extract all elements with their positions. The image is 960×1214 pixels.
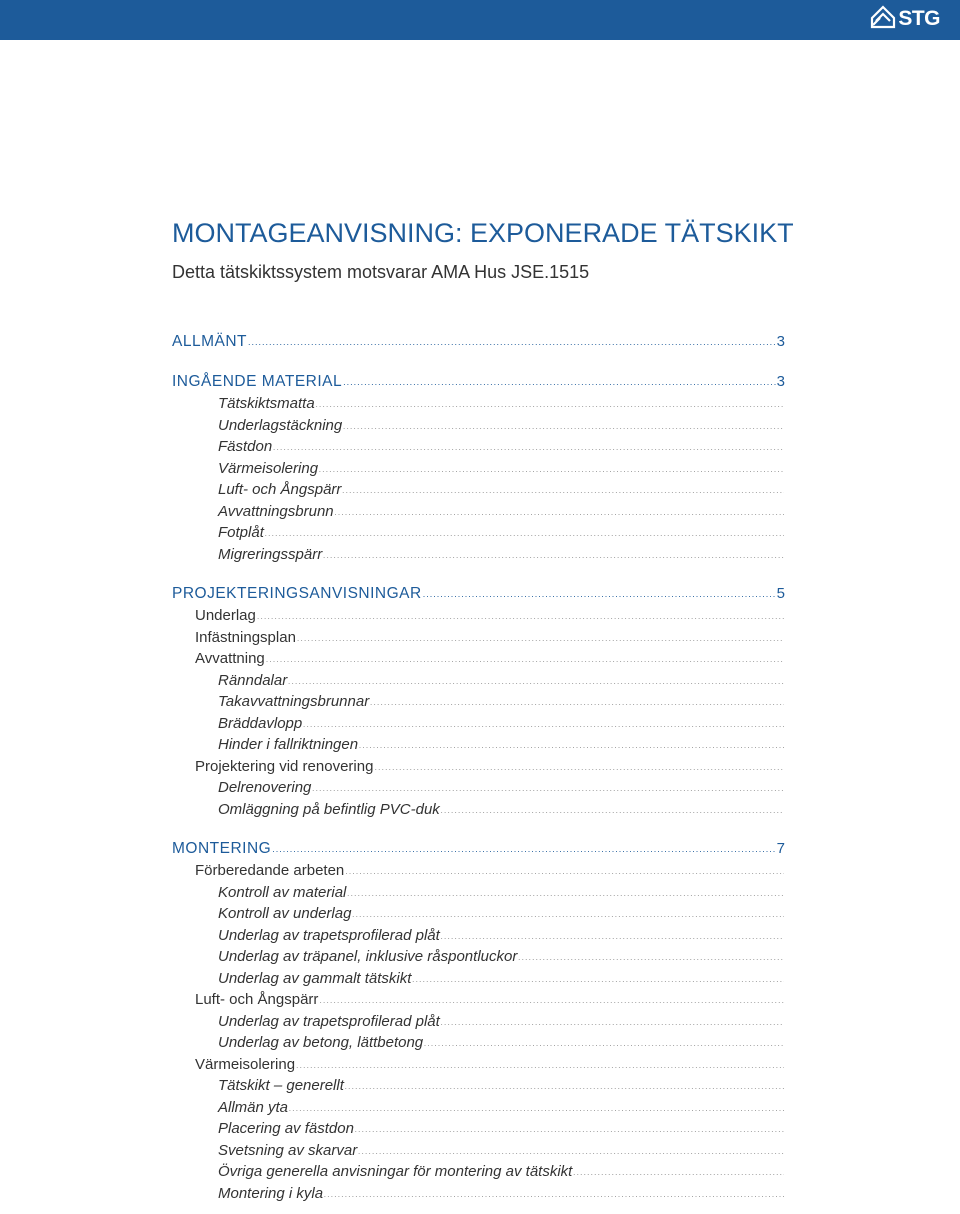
- toc-heading[interactable]: [172, 838, 785, 860]
- dot-leader: [319, 459, 784, 481]
- toc-entry[interactable]: [172, 501, 785, 523]
- dot-leader: [319, 990, 784, 1012]
- toc-entry[interactable]: [172, 479, 785, 501]
- dot-leader: [359, 735, 784, 757]
- toc-section: [172, 583, 785, 820]
- dot-leader: [297, 628, 784, 650]
- toc-section: [172, 838, 785, 1204]
- dot-leader: [335, 502, 784, 524]
- toc-entry[interactable]: [172, 882, 785, 904]
- toc-entry[interactable]: [172, 860, 785, 882]
- toc-entry-label: Svetsning av skarvar: [218, 1141, 358, 1159]
- toc-entry[interactable]: [172, 734, 785, 756]
- toc-entry-label: Underlag av trapetsprofilerad plåt: [218, 1012, 440, 1030]
- toc-entry-label: Infästningsplan: [195, 628, 296, 646]
- toc-entry-label: Allmän yta: [218, 1098, 289, 1116]
- dot-leader: [343, 416, 784, 438]
- dot-leader: [343, 372, 776, 394]
- dot-leader: [347, 883, 784, 905]
- header-bar: [0, 0, 960, 40]
- page-subtitle: Detta tätskiktssystem motsvarar AMA Hus JSE.1515: [172, 262, 590, 282]
- dot-leader: [296, 1055, 784, 1077]
- toc-entry[interactable]: [172, 393, 785, 415]
- toc-entry[interactable]: [172, 799, 785, 821]
- toc-entry[interactable]: [172, 1011, 785, 1033]
- dot-leader: [424, 1033, 784, 1055]
- toc-entry-label: Bräddavlopp: [218, 714, 303, 732]
- dot-leader: [248, 332, 776, 354]
- toc-entry-label: Värmeisolering: [195, 1055, 296, 1073]
- toc-heading-label: ALLMÄNT: [172, 333, 247, 350]
- toc-entry[interactable]: [172, 713, 785, 735]
- dot-leader: [441, 1012, 784, 1034]
- toc-heading-label: INGÅENDE MATERIAL: [172, 373, 343, 390]
- dot-leader: [289, 1098, 784, 1120]
- dot-leader: [518, 947, 784, 969]
- toc-entry-label: Kontroll av material: [218, 883, 347, 901]
- dot-leader: [374, 757, 784, 779]
- dot-leader: [352, 904, 784, 926]
- toc-entry[interactable]: [172, 946, 785, 968]
- toc-entry[interactable]: [172, 1118, 785, 1140]
- toc-entry[interactable]: [172, 648, 785, 670]
- dot-leader: [265, 523, 784, 545]
- dot-leader: [323, 545, 784, 567]
- toc-entry-label: Övriga generella anvisningar för montering av tätskikt: [218, 1163, 573, 1180]
- toc-entry[interactable]: [172, 925, 785, 947]
- toc-entry[interactable]: [172, 627, 785, 649]
- toc-entry-label: Fotplåt: [218, 524, 264, 541]
- stg-logo: [870, 5, 940, 33]
- toc-entry[interactable]: [172, 1054, 785, 1076]
- toc-entry-label: Luft- och Ångspärr: [195, 991, 319, 1008]
- toc-entry-label: Fästdon: [218, 438, 273, 455]
- toc-entry[interactable]: [172, 544, 785, 566]
- toc-heading[interactable]: [172, 331, 785, 353]
- toc-entry[interactable]: [172, 691, 785, 713]
- toc-entry[interactable]: [172, 756, 785, 778]
- dot-leader: [441, 926, 784, 948]
- toc-page-number: 3: [776, 373, 785, 390]
- toc-entry-label: Förberedande arbeten: [195, 862, 345, 879]
- toc-entry-label: Takavvattningsbrunnar: [218, 693, 370, 710]
- toc-section: [172, 371, 785, 565]
- page-title: MONTAGEANVISNING: EXPONERADE TÄTSKIKT: [172, 218, 794, 248]
- dot-leader: [324, 1184, 784, 1206]
- toc-entry-label: Placering av fästdon: [218, 1120, 354, 1137]
- dot-leader: [345, 861, 784, 883]
- toc-entry-label: Kontroll av underlag: [218, 905, 352, 922]
- toc-heading-label: MONTERING: [172, 840, 272, 857]
- toc-entry-label: Underlag: [195, 607, 256, 624]
- dot-leader: [358, 1141, 784, 1163]
- table-of-contents: [172, 331, 785, 1204]
- toc-page-number: 7: [776, 840, 785, 857]
- dot-leader: [266, 649, 784, 671]
- toc-entry-label: Underlag av trapetsprofilerad plåt: [218, 926, 440, 944]
- dot-leader: [272, 839, 775, 861]
- toc-heading[interactable]: [172, 371, 785, 393]
- dot-leader: [423, 584, 776, 606]
- toc-entry-label: Projektering vid renovering: [195, 757, 374, 775]
- dot-leader: [273, 437, 784, 459]
- toc-entry[interactable]: [172, 415, 785, 437]
- toc-entry[interactable]: [172, 777, 785, 799]
- dot-leader: [412, 969, 784, 991]
- dot-leader: [257, 606, 784, 628]
- toc-entry-label: Underlag av betong, lättbetong: [218, 1034, 424, 1051]
- dot-leader: [342, 480, 784, 502]
- toc-entry[interactable]: [172, 989, 785, 1011]
- toc-entry-label: Värmeisolering: [218, 459, 319, 477]
- dot-leader: [316, 394, 784, 416]
- toc-entry-label: Migreringsspärr: [218, 545, 323, 563]
- toc-entry[interactable]: [172, 1161, 785, 1183]
- toc-entry[interactable]: [172, 968, 785, 990]
- toc-entry[interactable]: [172, 903, 785, 925]
- toc-page-number: 5: [776, 585, 785, 602]
- toc-entry-label: Underlag av träpanel, inklusive råspontluckor: [218, 948, 518, 965]
- toc-page-number: 3: [776, 333, 785, 350]
- stg-house-icon: [870, 5, 896, 34]
- toc-entry-label: Avvattning: [195, 650, 265, 667]
- dot-leader: [312, 778, 784, 800]
- dot-leader: [303, 714, 784, 736]
- toc-entry[interactable]: [172, 1140, 785, 1162]
- toc-entry[interactable]: [172, 436, 785, 458]
- toc-entry-label: Hinder i fallriktningen: [218, 736, 359, 753]
- toc-entry-label: Tätskiktsmatta: [218, 395, 315, 412]
- toc-entry[interactable]: [172, 458, 785, 480]
- toc-entry[interactable]: [172, 605, 785, 627]
- toc-entry[interactable]: [172, 522, 785, 544]
- toc-entry-label: Avvattningsbrunn: [218, 502, 334, 520]
- toc-section: [172, 331, 785, 353]
- toc-entry[interactable]: [172, 1097, 785, 1119]
- toc-entry[interactable]: [172, 670, 785, 692]
- toc-entry-label: Underlagstäckning: [218, 416, 343, 434]
- dot-leader: [573, 1162, 784, 1184]
- toc-entry-label: Tätskikt – generellt: [218, 1077, 344, 1094]
- toc-entry-label: Omläggning på befintlig PVC-duk: [218, 800, 440, 818]
- toc-heading[interactable]: [172, 583, 785, 605]
- dot-leader: [355, 1119, 784, 1141]
- logo-text: STG: [898, 7, 940, 30]
- dot-leader: [345, 1076, 784, 1098]
- toc-entry[interactable]: [172, 1183, 785, 1205]
- toc-entry-label: Underlag av gammalt tätskikt: [218, 969, 412, 987]
- toc-entry-label: Ränndalar: [218, 671, 288, 689]
- toc-entry[interactable]: [172, 1032, 785, 1054]
- dot-leader: [288, 671, 784, 693]
- toc-entry-label: Luft- och Ångspärr: [218, 481, 342, 498]
- dot-leader: [441, 800, 784, 822]
- toc-entry-label: Montering i kyla: [218, 1184, 324, 1202]
- toc-heading-label: PROJEKTERINGSANVISNINGAR: [172, 585, 422, 602]
- toc-entry[interactable]: [172, 1075, 785, 1097]
- toc-entry-label: Delrenovering: [218, 779, 312, 796]
- dot-leader: [370, 692, 784, 714]
